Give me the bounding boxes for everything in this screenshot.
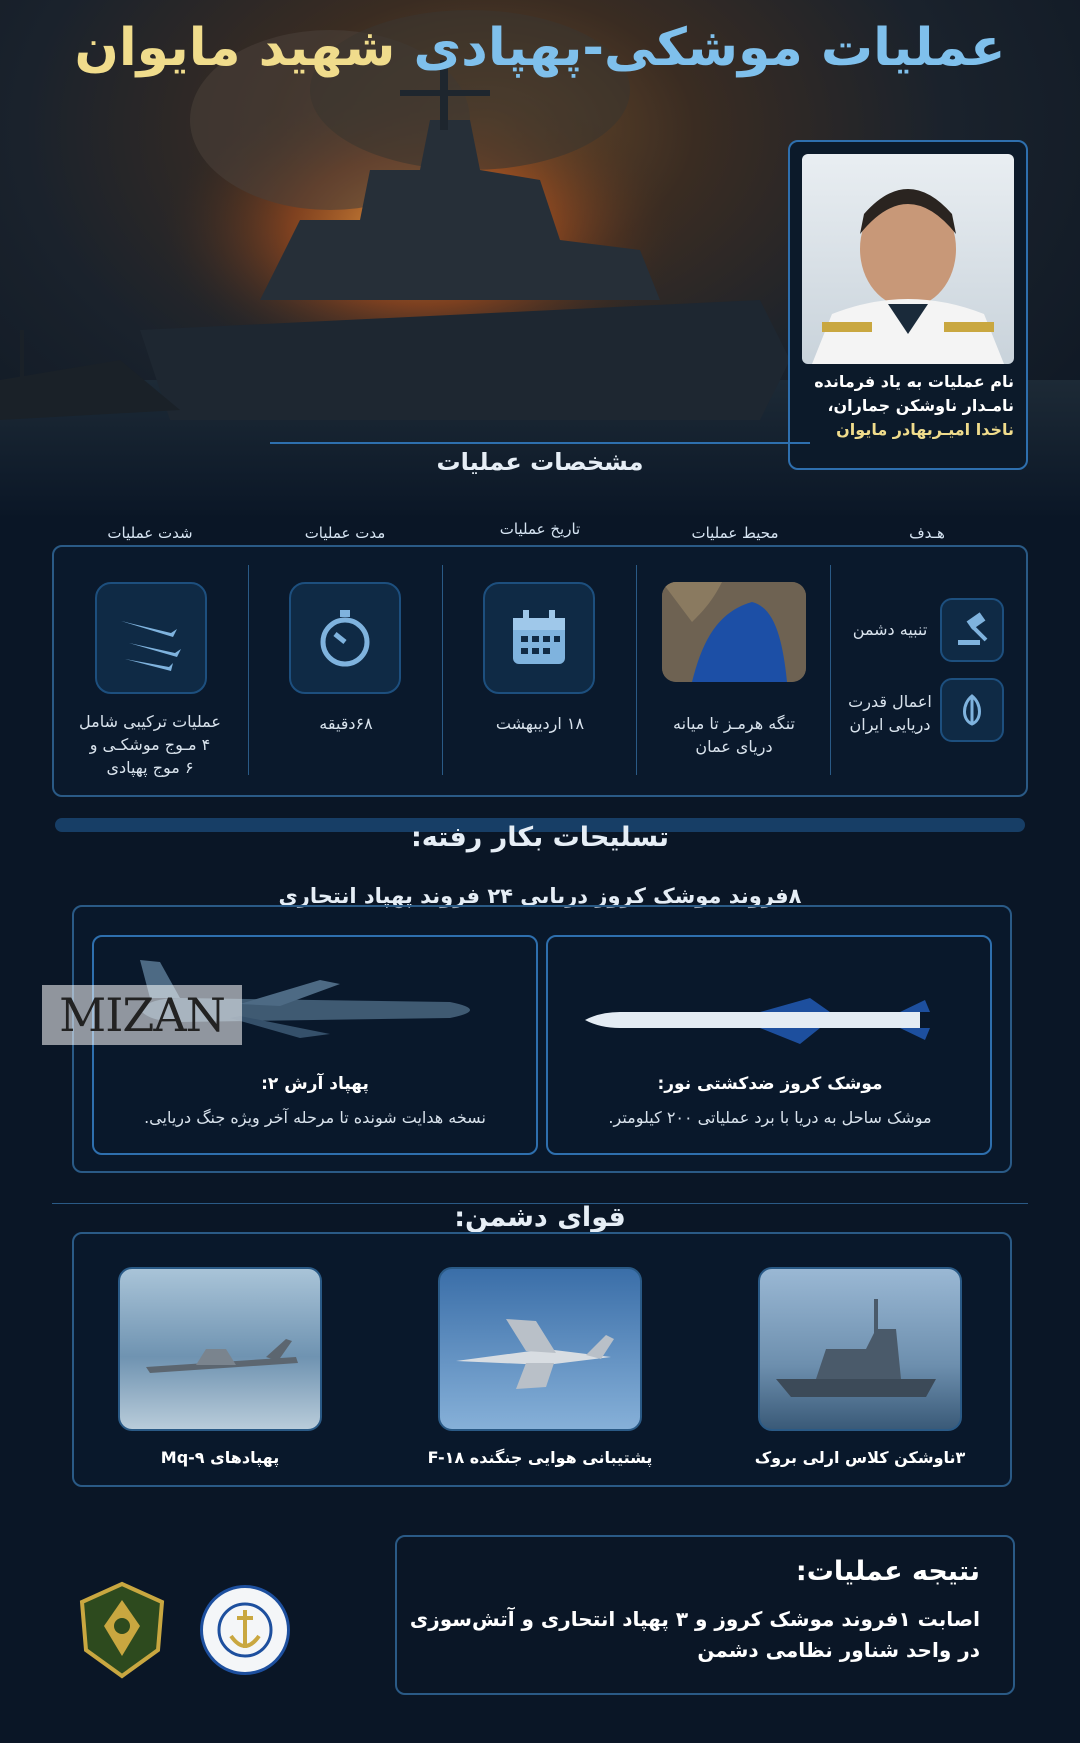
intensity-line-2: ۴ مـوج موشکـی و (89, 735, 211, 755)
intensity-line-1: عملیات ترکیبی شامل (79, 712, 221, 731)
drone-title: پهپاد آرش ۲: (261, 1074, 369, 1094)
commander-line-2: نامـدار ناوشکن جماران، (827, 396, 1014, 415)
separator (830, 565, 831, 775)
destroyer-photo (758, 1267, 962, 1431)
environment-line-1: تنگه هرمـز تا میانه (673, 714, 795, 733)
navy-emblem-logo (200, 1585, 290, 1675)
intensity-line-3: ۶ موج پهپادی (106, 758, 194, 778)
environment-text (646, 712, 822, 758)
commander-caption (798, 370, 1014, 442)
enemy-title: قوای دشمن: (454, 1202, 626, 1233)
drone-description: نسخه هدایت شونده تا مرحله آخر ویژه جنگ دریایی. (144, 1108, 486, 1127)
army-emblem-logo (72, 1578, 172, 1682)
separator (248, 565, 249, 775)
stopwatch-icon (289, 582, 401, 694)
enemy-item-2: پشتیبانی هوایی جنگنده F-۱۸ (427, 1448, 653, 1467)
page-title (0, 18, 1080, 78)
weapons-title: تسلیحات بکار رفته: (410, 822, 670, 853)
separator (442, 565, 443, 775)
result-line-2: در واحد شناور نظامی دشمن (697, 1638, 980, 1662)
commander-card (788, 140, 1028, 470)
result-title: نتیجه عملیات: (795, 1556, 980, 1587)
mq9-photo (118, 1267, 322, 1431)
strait-map-image (662, 582, 806, 682)
missile-drone-icon (95, 582, 207, 694)
duration-value: ۶۸دقیقه (319, 714, 373, 733)
result-line-1: اصابت ۱فروند موشک کروز و ۳ پهپاد انتحاری و آتش‌سوزی (409, 1607, 980, 1631)
watermark (42, 985, 242, 1045)
goal-item-2 (840, 690, 940, 736)
specs-title: مشخصات عملیات (436, 448, 644, 476)
tab-goal: هـدف (909, 524, 945, 542)
iran-emblem-icon (940, 678, 1004, 742)
goal-item-1: تنبیه دشمن (852, 620, 928, 639)
enemy-item-3: پهپادهای Mq-۹ (160, 1448, 280, 1467)
goal-item-2-line-1: اعمال قدرت (848, 692, 932, 711)
gavel-icon (940, 598, 1004, 662)
tab-environment: محیط عملیات (691, 524, 779, 542)
tab-date: تاریخ عملیات (499, 520, 581, 538)
f18-photo (438, 1267, 642, 1431)
watermark-text: MIZAN (59, 988, 225, 1042)
title-part-2: شهید مایوان (74, 18, 396, 78)
divider (270, 442, 810, 444)
tab-intensity: شدت عملیات (107, 524, 193, 542)
goal-item-2-line-2: دریایی ایران (849, 715, 931, 735)
separator (636, 565, 637, 775)
tab-duration: مدت عملیات (304, 524, 386, 542)
cruise-missile-image (580, 990, 960, 1050)
enemy-item-1: ۳ناوشکن کلاس ارلی بروک (754, 1448, 966, 1467)
missile-description: موشک ساحل به دریا با برد عملیاتی ۲۰۰ کیلومتر. (608, 1108, 932, 1127)
date-value: ۱۸ اردیبهشت (495, 714, 585, 733)
weapons-subtitle: ۸فروند موشک کروز دریایی ۲۴ فروند پهپاد انتحاری (278, 884, 802, 908)
environment-line-2: دریای عمان (695, 737, 773, 757)
missile-title: موشک کروز ضدکشتی نور: (657, 1074, 883, 1094)
commander-line-3: ناخدا امیـربهادر مایوان (836, 420, 1014, 439)
result-text (400, 1604, 980, 1666)
calendar-icon (483, 582, 595, 694)
title-part-1: عملیات موشکی-پهپادی (413, 18, 1006, 78)
commander-line-1: نام عملیات به یاد فرمانده (814, 372, 1014, 391)
commander-photo (802, 154, 1014, 364)
intensity-text (60, 710, 240, 780)
